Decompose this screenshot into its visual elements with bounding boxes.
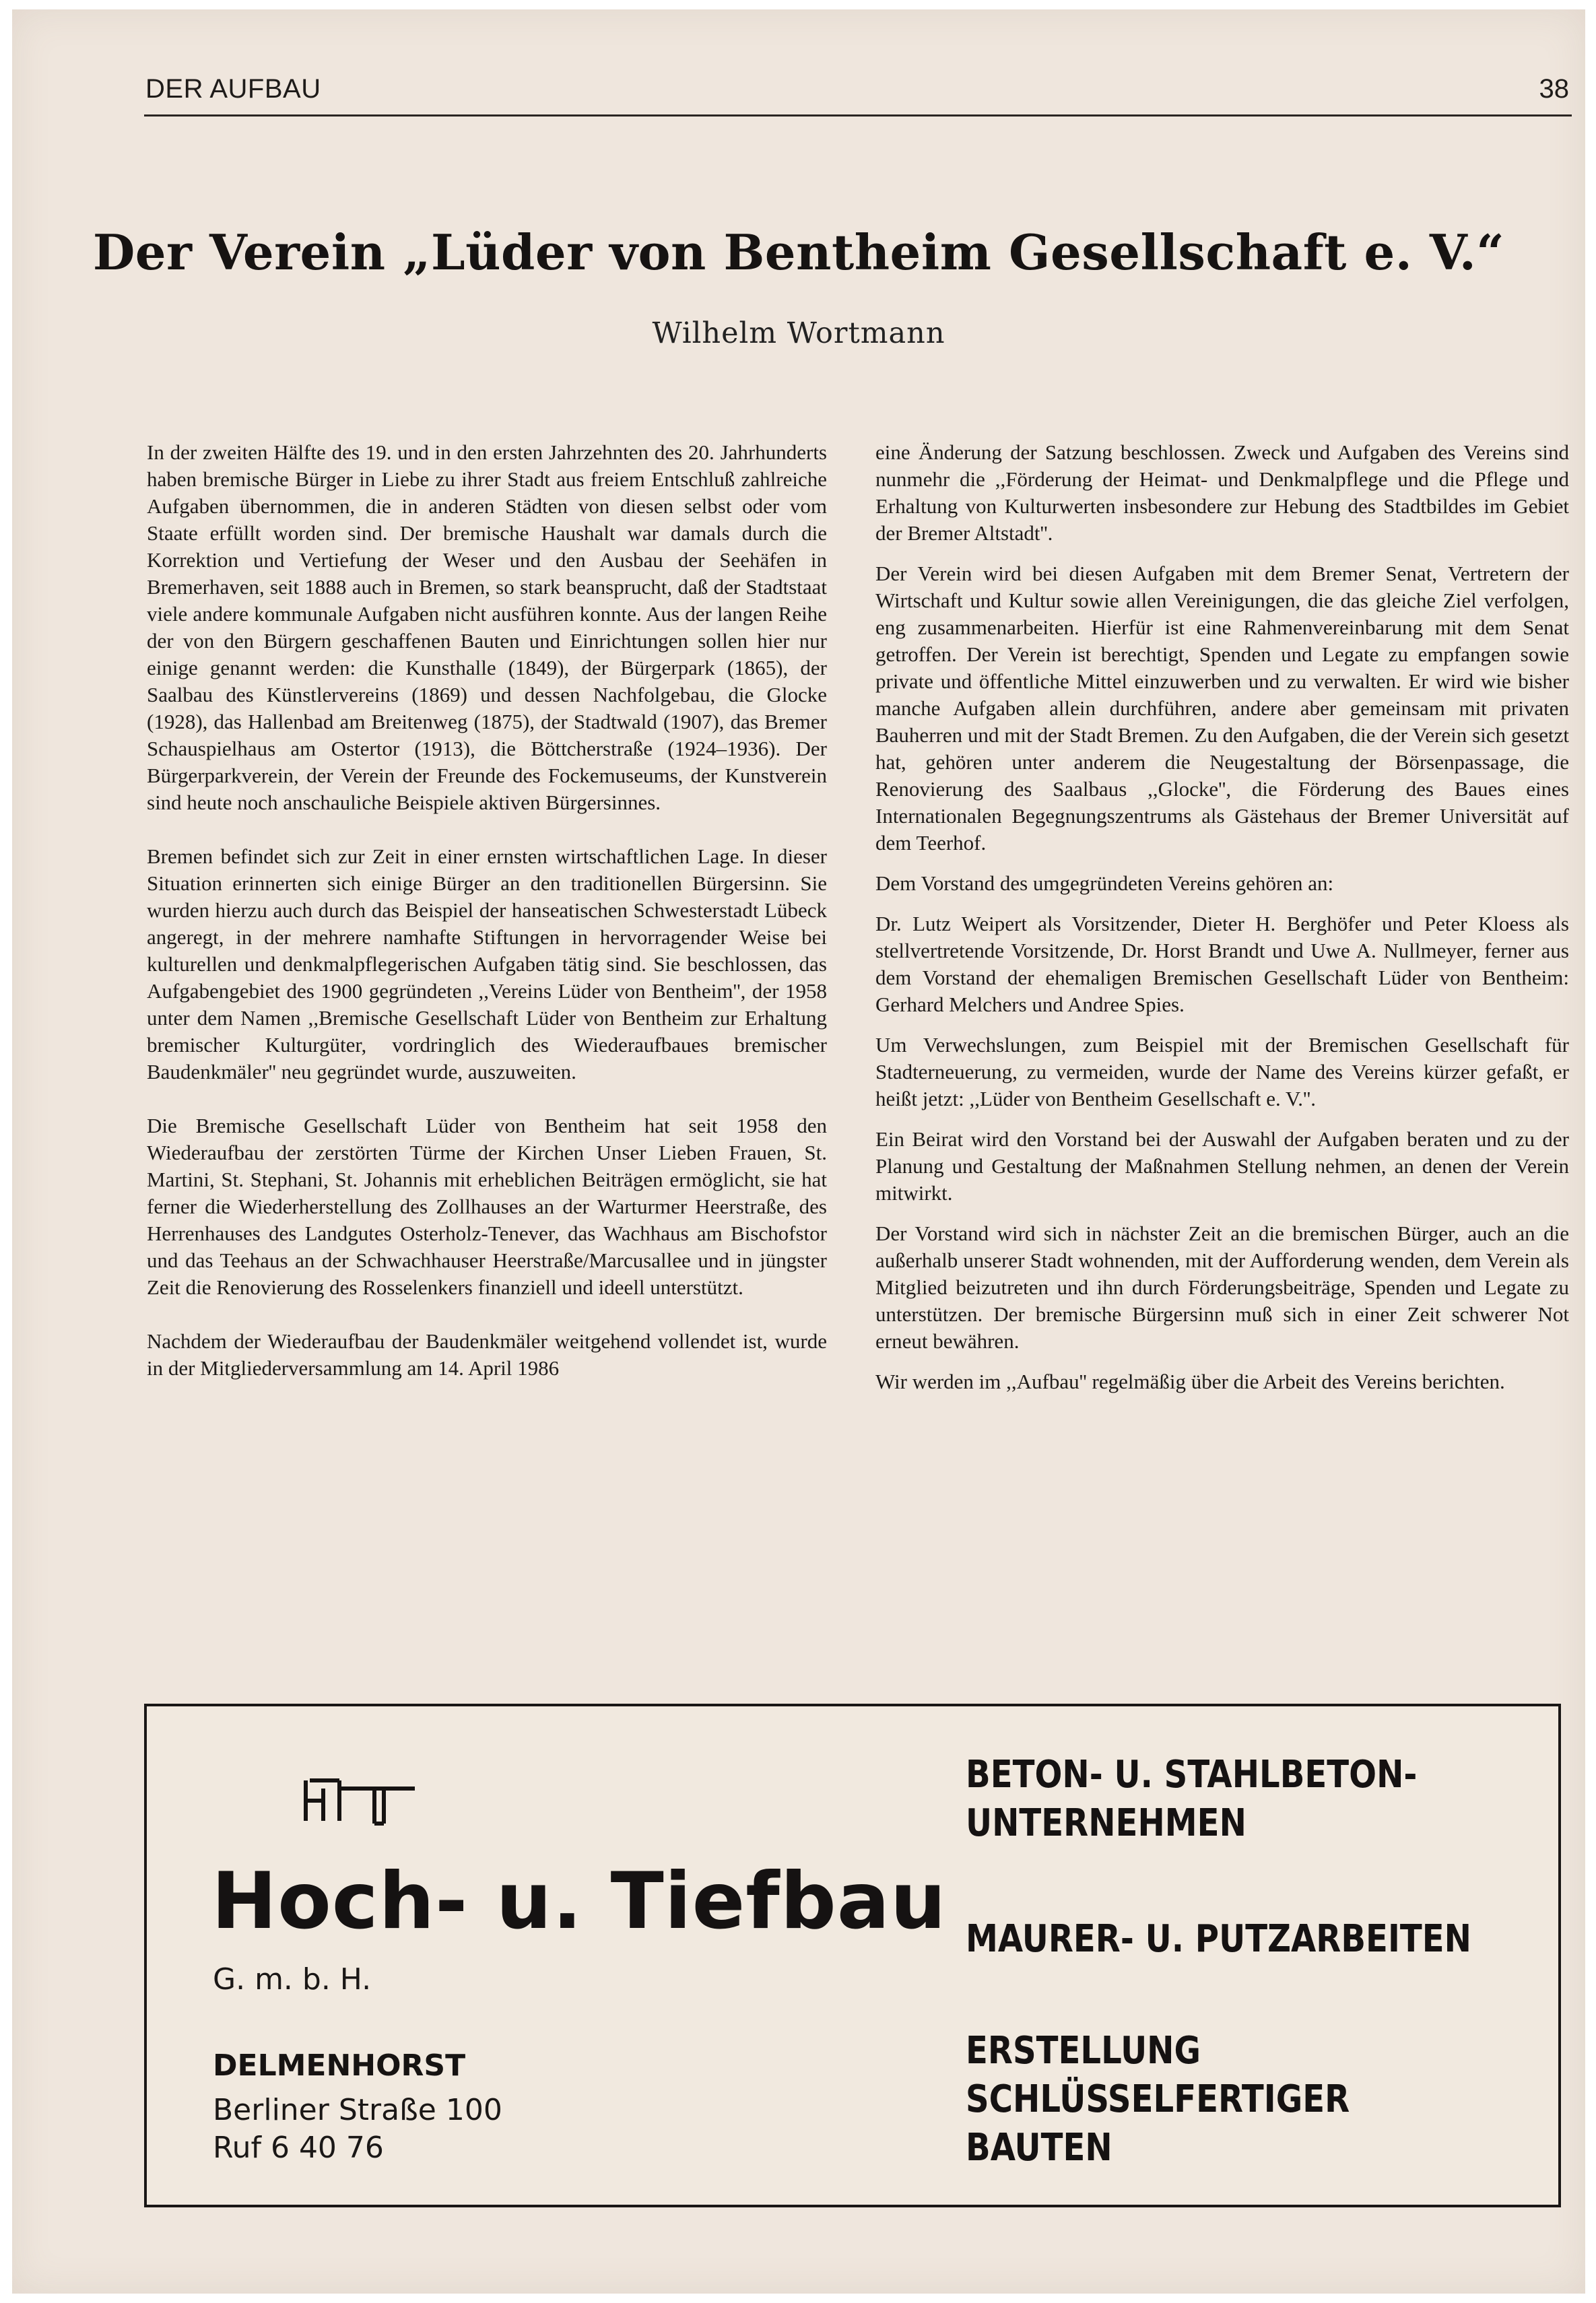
service-line: BAUTEN xyxy=(966,2126,1112,2170)
paragraph: Bremen befindet sich zur Zeit in einer ernsten wirtschaftlichen Lage. In dieser Situation erinnerten sich einige Bürger an den traditionellen Bürgersinn. Sie wurden hierzu auch durch das Beispiel der hanseatischen Schwesterstadt Lübeck angeregt, in der mehrere namhafte Stiftungen in hervorragender Weise bei kulturellen und denkmalpflegerischen Aufgaben tätig sind. Sie beschlossen, das Aufgabengebiet des 1900 gegründeten ,,Vereins Lüder von Bentheim'', der 1958 unter dem Namen ,,Bremische Gesellschaft Lüder von Bentheim zur Erhaltung bremischer Kulturgüter, vordringlich des Wiederaufbaues bremischer Baudenkmäler'' neu gegründet wurde, auszuweiten. xyxy=(147,844,827,1083)
firm-city: DELMENHORST xyxy=(213,2048,466,2083)
service-masonry xyxy=(966,1915,1471,1964)
firm-phone: Ruf 6 40 76 xyxy=(213,2131,384,2165)
paragraph: In der zweiten Hälfte des 19. und in den ersten Jahrzehnten des 20. Jahrhunderts haben bremische Bürger in Liebe zu ihrer Stadt aus freiem Entschluß zahlreiche Aufgaben übernommen, die in anderen Städten von diesen selbst oder vom Staate erfüllt worden sind. Der bremische Haushalt war damals durch die Korrektion und Vertiefung der Weser und den Ausbau der Seehäfen in Bremerhaven, seit 1888 auch in Bremen, so stark beansprucht, daß der Stadtstaat viele andere kommunale Aufgaben nicht ausführen konnte. Aus der langen Reihe der von den Bürgern geschaffenen Bauten und Einrichtungen sollen hier nur einige genannt werden: die Kunsthalle (1849), der Bürgerpark (1865), der Saalbau des Künstlervereins (1869) und dessen Nachfolgebau, die Glocke (1928), das Hallenbad am Breitenweg (1875), der Stadtwald (1907), das Bremer Schauspielhaus am Ostertor (1913), die Böttcherstraße (1924–1936). Der Bürgerparkverein, der Verein der Freunde des Fockemuseums, der Kunstverein sind heute noch anschauliche Beispiele aktiven Bürgersinnes. xyxy=(147,440,827,814)
firm-street: Berliner Straße 100 xyxy=(213,2093,502,2127)
service-concrete xyxy=(966,1751,1417,1848)
magazine-page xyxy=(12,9,1585,2294)
article-column-left xyxy=(147,439,827,1382)
service-line: MAURER- U. PUTZARBEITEN xyxy=(966,1917,1471,1961)
ht-monogram-logo-icon xyxy=(300,1774,422,1828)
page-number: 38 xyxy=(1539,74,1569,104)
firm-legal-suffix: G. m. b. H. xyxy=(213,1962,372,1997)
service-line: UNTERNEHMEN xyxy=(966,1801,1246,1845)
paragraph: eine Änderung der Satzung beschlossen. Zweck und Aufgaben des Vereins sind nunmehr die ,,Förderung der Heimat- und Denkmalpflege und die Pflege und Erhaltung von Kulturwerten insbesondere zur Hebung des Stadtbildes im Gebiet der Bremer Altstadt''. xyxy=(875,440,1569,545)
paragraph: Die Bremische Gesellschaft Lüder von Bentheim hat seit 1958 den Wiederaufbau der zerstörten Türme der Kirchen Unser Lieben Frauen, St. Martini, St. Stephani, St. Johannis mit erheblichen Beiträgen ermöglicht, sie hat ferner die Wiederherstellung des Zollhauses an der Warturmer Heerstraße, des Herrenhauses des Landgutes Osterholz-Tenever, das Wachhaus am Bischofstor und das Teehaus an der Schwachhauser Heerstraße/Marcusallee und in jüngster Zeit die Renovierung des Rosselenkers finanziell und ideell unterstützt. xyxy=(147,1114,827,1299)
paragraph: Dr. Lutz Weipert als Vorsitzender, Dieter H. Berghöfer und Peter Kloess als stellvertretende Vorsitzende, Dr. Horst Brandt und Uwe A. Nullmeyer, ferner aus dem Vorstand der ehemaligen Bremischen Gesellschaft Lüder von Bentheim: Gerhard Melchers und Andree Spies. xyxy=(875,912,1569,1016)
article-title: Der Verein „Lüder von Bentheim Gesellschaft e. V.“ xyxy=(92,224,1505,281)
service-line: ERSTELLUNG xyxy=(966,2029,1201,2073)
article-column-right xyxy=(875,439,1569,1395)
paragraph: Dem Vorstand des umgegründeten Vereins gehören an: xyxy=(875,871,1334,895)
service-line: BETON- U. STAHLBETON- xyxy=(966,1753,1418,1797)
paragraph: Ein Beirat wird den Vorstand bei der Auswahl der Aufgaben beraten und zu der Planung und Gestaltung der Maßnahmen Stellung nehmen, an denen der Verein mitwirkt. xyxy=(875,1127,1569,1205)
paragraph: Der Verein wird bei diesen Aufgaben mit dem Bremer Senat, Vertretern der Wirtschaft und Kultur sowie allen Vereinigungen, die das gleiche Ziel verfolgen, eng zusammenarbeiten. Hierfür ist eine Rahmenvereinbarung mit dem Senat getroffen. Der Verein ist berechtigt, Spenden und Legate zu empfangen sowie private und öffentliche Mittel einzuwerben und zu verwalten. Er wird wie bisher manche Aufgaben allein durchführen, andere aber gemeinsam mit privaten Bauherren und mit der Stadt Bremen. Zu den Aufgaben, die der Verein sich gesetzt hat, gehören unter anderem die Neugestaltung der Börsenpassage, die Renovierung des Saalbaus ,,Glocke'', die Förderung des Baues eines Internationalen Begegnungszentrums als Gästehaus der Bremer Universität auf dem Teerhof. xyxy=(875,562,1569,855)
service-turnkey xyxy=(966,2027,1350,2172)
paragraph: Nachdem der Wiederaufbau der Baudenkmäler weitgehend vollendet ist, wurde in der Mitgliederversammlung am 14. April 1986 xyxy=(147,1329,827,1380)
advertisement-box xyxy=(144,1704,1561,2207)
firm-name: Hoch- u. Tiefbau xyxy=(211,1856,947,1947)
section-title: DER AUFBAU xyxy=(145,74,321,104)
paragraph: Der Vorstand wird sich in nächster Zeit an die bremischen Bürger, auch an die außerhalb unserer Stadt wohnenden, mit der Aufforderung wenden, dem Verein als Mitglied beizutreten und ihn durch Förderungsbeiträge, Spenden und Legate zu unterstützen. Der bremische Bürgersinn muß sich in einer Zeit schwerer Not erneut bewähren. xyxy=(875,1222,1569,1353)
service-line: SCHLÜSSELFERTIGER xyxy=(966,2077,1350,2121)
article-author: Wilhelm Wortmann xyxy=(652,316,945,350)
running-head xyxy=(144,74,1572,116)
paragraph: Wir werden im ,,Aufbau'' regelmäßig über die Arbeit des Vereins berichten. xyxy=(875,1370,1505,1393)
paragraph: Um Verwechslungen, zum Beispiel mit der Bremischen Gesellschaft für Stadterneuerung, zu vermeiden, wurde der Name des Vereins kürzer gefaßt, er heißt jetzt: ,,Lüder von Bentheim Gesellschaft e. V.''. xyxy=(875,1033,1569,1110)
